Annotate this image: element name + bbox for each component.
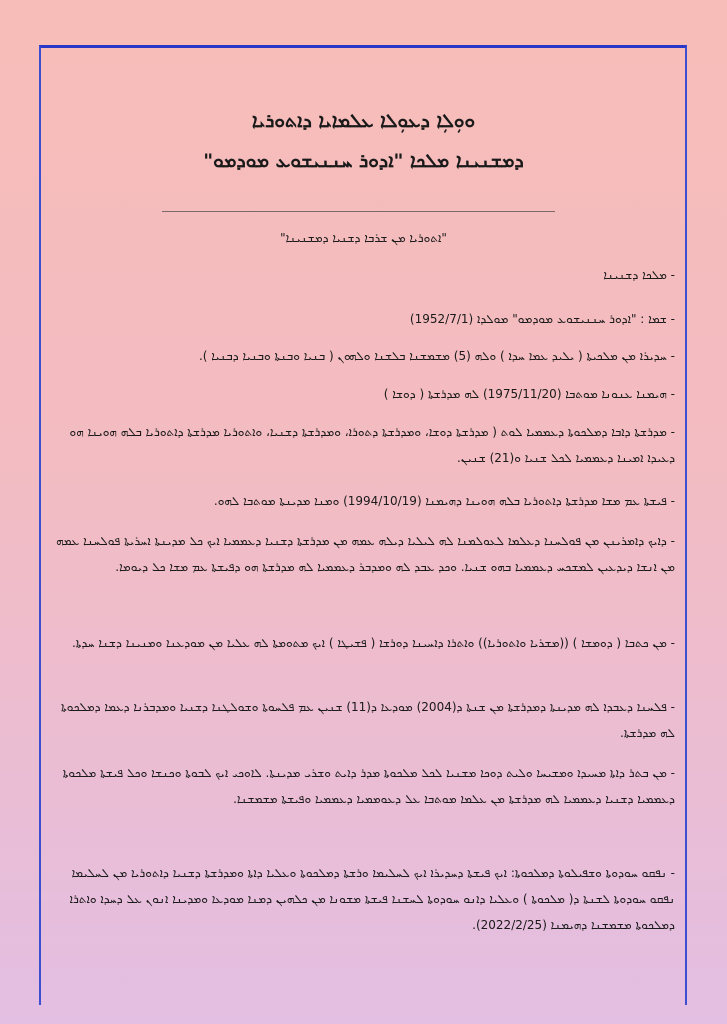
paragraph-activities: - ܕܐܝܟ ܕܐܡܪܝܢܢ ܡܢ ܦܘܠܚܢܐ ܕܥܠܡܐ ܠܥܘܠܡܢܐ ܠܗ ܠܝܠܝܐ ܕܝܠܗ ܥܡܗ ܡܢ ܡܕܪܫܬܐ ܕܫܢܝܐ ܕܥܡܡܝܐ ܐܝܟ ܟܠ ܡܕܝܢܬܐ ܐܚܪܝܬܐ ܦܘܠܚܢܐ ܥܡܗ ܡܢ ܐܢܫܐ ܕܝܕܥܝܢ ܠܡܫܟܚ ܕܥܡܡܝܐ ܒܗܘ ܫܢܝܐ. ܘܟܕ ܥܒܕ ܠܗ ܘܡܕܒܪ ܕܥܡܡܝܐ ܠܗ ܡܕܪܫܬܐ ܗܘ ܕܦܝܫܬܐ ܥܡ ܡܫܐ ܟܠ ܕܝܘܡܐ. — [56, 534, 675, 574]
paragraph-schools: - ܡܕܪܫܬܐ ܕܐܒܐ ܕܡܠܟܘܬܐ ܕܥܡܡܝܐ ܠܘܬ ( ܡܕܪܫܬܐ ܕܘܫܐ، ܘܡܕܪܫܬܐ ܕܬܘܪܐ، ܘܡܕܪܫܬܐ ܕܫܢܝܐ، ܘܐܬܘܪܝܐ ܡܕܪܫܬܐ ܕܐܬܘܪܝܐ ܒܠܗ ܗܘܝܢܐ ܗܘ ܕܥܝܕܐ ܐܡܝܢܐ ܕܥܡܡܝܐ ܠܟܠ ܫܢܝܐ ܘ(21) ܫܢܝܢ. — [69, 425, 675, 465]
paragraph-family: - ܚܕܝܪܐ ܡܢ ܡܠܟܝܬܐ ( ܝܠܝܕ ܥܡܐ ܚܕܐ ) ܘܠܗ (5) ܡܫܡܫܢܐ ܒܠܫܢܐ ܘܠܗܘܢ ( ܒܢܝܐ ܘܒܢܬܐ ܘܒܢܝܐ ܕܒܢܝܐ ). — [198, 349, 675, 363]
paragraph-books: - ܡܢ ܟܬܒܐ ( ܕܘܡܫܐ ) ((ܡܫܪܝܐ ܘܐܬܘܪܝܐ)) ܘܐܬܪܐ ܕܐܚܝܢܐ ܕܘܪܫܐ ( ܦܫܝܛܐ ) ܐܝܟ ܡܬܘܡܬܐ ܠܗ ܥܠܝܐ ܡܢ ܡܘܕܥܢܐ ܘܡܢܝܢܐ ܕܫܢܐ ܚܕܬܐ. — [71, 636, 675, 650]
paragraph-appointment: - ܗܝܡܢܐ ܥܢܘܢܐ ܡܘܬܒܐ (1975/11/20) ܠܗ ܡܕܪܫܬܐ ( ܕܘܫܐ ) — [383, 387, 675, 401]
document-subtitle: "ܐܬܘܪܝܐ ܡܢ ܫܪܒܐ ܕܫܢܝܐ ܕܡܫܢܝܢܐ" — [280, 231, 447, 245]
paragraph-after: - ܡܢ ܒܬܪ ܕܐܬܐ ܡܚܝܕܐ ܘܡܫܝܚܐ ܘܠܝܬ ܕܘܟܐ ܡܫܢܝܐ ܠܟܠ ܡܠܟܘܬܐ ܡܕܪ ܕܐܝܬ ܘܫܪܝ ܡܕܝܢܬܐ. ܠܐܘܟܝ ܐܝܟ ܠܒܘܬܐ ܘܟܢܫܐ ܘܟܠ ܦܝܫܬܐ ܡܠܟܘܬܐ ܕܥܡܡܝܐ ܕܫܢܝܐ ܕܥܡܡܝܐ ܠܗ ܡܕܪܫܬܐ ܡܢ ܥܠܡܐ ܡܘܬܒܐ ܥܠ ܕܥܘܡܡܝܐ ܕܥܡܡܝܐ ܘܦܝܫܬܐ ܡܫܡܫܢܐ. — [62, 766, 675, 806]
paragraph-publications: - ܢܦܩܘ ܚܘܕܘܬܐ ܘܫܦܝܠܘܬܐ ܕܡܠܟܘܬܐ: ܐܝܟ ܦܝܫܬܐ ܕܚܕܝܪܐ ܐܝܟ ܠܚܠܝܡܐ ܘܪܫܬܐ ܕܡܠܟܘܬܐ ܘܥܠܝܐ ܕܐܬܐ ܘܡܕܪܫܬܐ ܕܫܢܝܐ ܕܐܬܘܪܝܐ ܡܢ ܠܚܠܝܡܐ ܢܦܩܘ ܚܘܕܘܬܐ ܠܫܢܬܐ ܕ( ܡܠܟܘܬܐ ) ܘܥܠܝܐ ܕܐܢܘ ܚܘܕܘܬܐ ܠܚܫܢܐ ܦܝܫܬܐ ܡܫܘܢܐ ܡܢ ܟܠܗܝܢ ܕܡܢܐ ܡܘܕܥܐ ܘܡܕܝܢܐ ܐܢܘܢ ܥܠ ܕܚܕܐ ܘܐܬܪܐ ܕܡܠܟܘܬܐ ܡܫܡܫܢܐ ܕܗܝܡܢܐ (2022/2/25). — [69, 866, 675, 932]
document-title-line-2: ܕܡܫܢܝܢܐ ܡܠܟܐ "ܐܕܘܪ ܚܢܢܝܫܘܥ ܡܘܕܡܘ" — [203, 150, 524, 172]
paragraph-heading: - ܡܠܟܐ ܕܫܢܝܢܐ — [603, 268, 675, 282]
document-title-line-1: ܘܘܼܠܼܐ ܕܥܘܼܠܐ ܥܠܡܐܝܐ ܕܐܬܘܪܝܐ — [251, 110, 476, 132]
paragraph-retirement: - ܦܝܫܬܐ ܥܡ ܡܫܐ ܡܕܪܫܬܐ ܕܐܬܘܪܝܐ ܒܠܗ ܗܘܝܢܐ ܕܗܝܡܢܐ (1994/10/19) ܘܡܢܐ ܡܕܝܢܬܐ ܡܘܬܒܐ ܠܗܘ. — [213, 494, 675, 508]
title-divider — [162, 211, 555, 212]
paragraph-name-birth: - ܫܡܐ : "ܐܕܘܪ ܚܢܢܝܫܘܥ ܡܘܕܡܘ" ܡܘܠܕܐ (1952/7/1) — [409, 312, 675, 326]
paragraph-work: - ܦܠܚܢܐ ܕܥܒܕܐ ܠܗ ܡܕܝܢܬܐ ܕܡܕܪܫܬܐ ܡܢ ܫܢܬܐ ܕ(2004) ܡܘܕܥܐ ܕ(11) ܫܢܝܢ ܥܡ ܦܠܚܘܬܐ ܘܫܘܠܛܢܐ ܕܫܢܝܐ ܘܡܕܒܪܢܐ ܕܥܡܐ ܕܡܠܟܘܬܐ ܠܗ ܡܕܪܫܬܐ. — [61, 700, 675, 740]
